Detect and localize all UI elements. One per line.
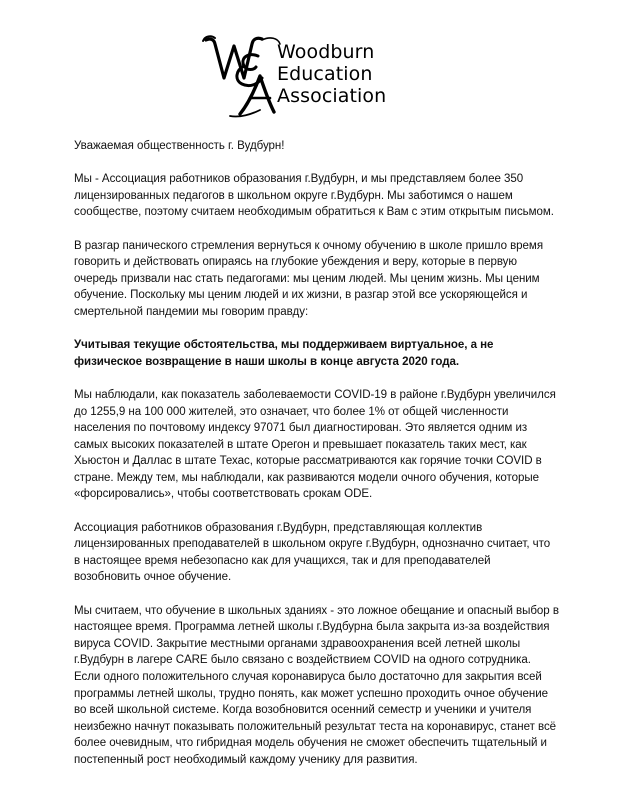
org-name-line: Association — [277, 85, 387, 107]
paragraph-intro — [74, 171, 554, 221]
text-line: физическое возвращение в наши школы в конце августа 2020 года. — [74, 355, 460, 368]
text-line: во всей школьной системе. Когда возобновится осенний семестр и ученики и учителя — [74, 704, 532, 717]
text-line: Мы - Ассоциация работников образования г.Вудбурн, и мы представляем более 350 — [74, 173, 524, 186]
wea-logo — [200, 26, 286, 118]
paragraph-association-position — [74, 520, 554, 586]
text-line: смертельной пандемии мы говорим правду: — [74, 305, 309, 318]
text-line: стране. Между тем, мы наблюдали, как развиваются модели очного обучения, которые — [74, 471, 540, 484]
text-line: В разгар панического стремления вернуться к очному обучению в школе пришло время — [74, 239, 544, 252]
paragraph-position-statement — [74, 337, 554, 370]
paragraph-summer-school — [74, 603, 559, 769]
text-line: неизбежно начнут показывать положительный результат теста на коронавирус, станет всё — [74, 720, 557, 733]
text-line: программы летней школы, трудно понять, как может успешно проходить очное обучение — [74, 687, 548, 700]
text-line: Ассоциация работников образования г.Вудбурн, представляющая коллектив — [74, 521, 483, 534]
greeting — [74, 138, 554, 155]
text-line: Мы наблюдали, как показатель заболеваемости COVID-19 в районе г.Вудбурн увеличился — [74, 388, 556, 401]
text-line: сообществе, поэтому считаем необходимым обратиться к Вам с этим открытым письмом. — [74, 206, 554, 219]
letterhead — [200, 26, 430, 118]
text-line: постепенный рост необходимый каждому ученику для развития. — [74, 753, 418, 766]
text-line: в настоящее время небезопасно как для учащихся, так и для преподавателей — [74, 554, 491, 567]
text-line: лицензированных преподавателей в школьном округе г.Вудбурн, однозначно считает, что — [74, 538, 551, 551]
text-line: Хьюстон и Даллас в штате Техас, которые рассматриваются как горячие точки COVID в — [74, 455, 542, 468]
organization-name — [277, 41, 386, 107]
text-line: возобновить очное обучение. — [74, 571, 232, 584]
paragraph-values — [74, 238, 554, 321]
text-line: самых высоких показателей в штате Орегон и превышает показатель таких мест, как — [74, 438, 527, 451]
text-line: г.Вудбурн в лагере CARE было связано с воздействием COVID на одного сотрудника. — [74, 654, 531, 667]
text-line: Учитывая текущие обстоятельства, мы поддерживаем виртуальное, а не — [74, 339, 494, 352]
text-line: лицензированных педагогов в школьном округе г.Вудбурн. Мы заботимся о нашем — [74, 189, 513, 202]
text-line: Мы считаем, что обучение в школьных зданиях - это ложное обещание и опасный выбор в — [74, 604, 559, 617]
org-name-line: Education — [277, 63, 373, 85]
org-name-line: Woodburn — [277, 41, 375, 63]
paragraph-covid-rates — [74, 387, 554, 503]
text-line: Если одного положительного случая коронавируса было достаточно для закрытия всей — [74, 671, 542, 683]
text-line: говорить и действовать опираясь на глубокие убеждения и веру, которые в первую — [74, 256, 518, 269]
text-line: очередь призвали нас стать педагогами: мы ценим людей. Мы ценим жизнь. Мы ценим — [74, 272, 540, 285]
letter-body — [74, 138, 559, 785]
text-line: Уважаемая общественность г. Вудбурн! — [74, 140, 285, 152]
text-line: «форсировались», чтобы соответствовать срокам ODE. — [74, 488, 373, 501]
text-line: до 1255,9 на 100 000 жителей, это означает, что более 1% от общей численности — [74, 405, 509, 418]
text-line: настоящее время. Программа летней школы г.Вудбурна была закрыта из-за воздействия — [74, 621, 550, 634]
text-line: вируса COVID. Закрытие местными органами здравоохранения всей летней школы — [74, 637, 521, 650]
text-line: более очевидным, что гибридная модель обучения не сможет обеспечить тщательный и — [74, 737, 547, 750]
text-line: обучение. Поскольку мы ценим людей и их жизни, в разгар этой все ускоряющейся и — [74, 289, 528, 302]
text-line: населения по почтовому индексу 97071 был диагностирован. Это является одним из — [74, 422, 528, 435]
